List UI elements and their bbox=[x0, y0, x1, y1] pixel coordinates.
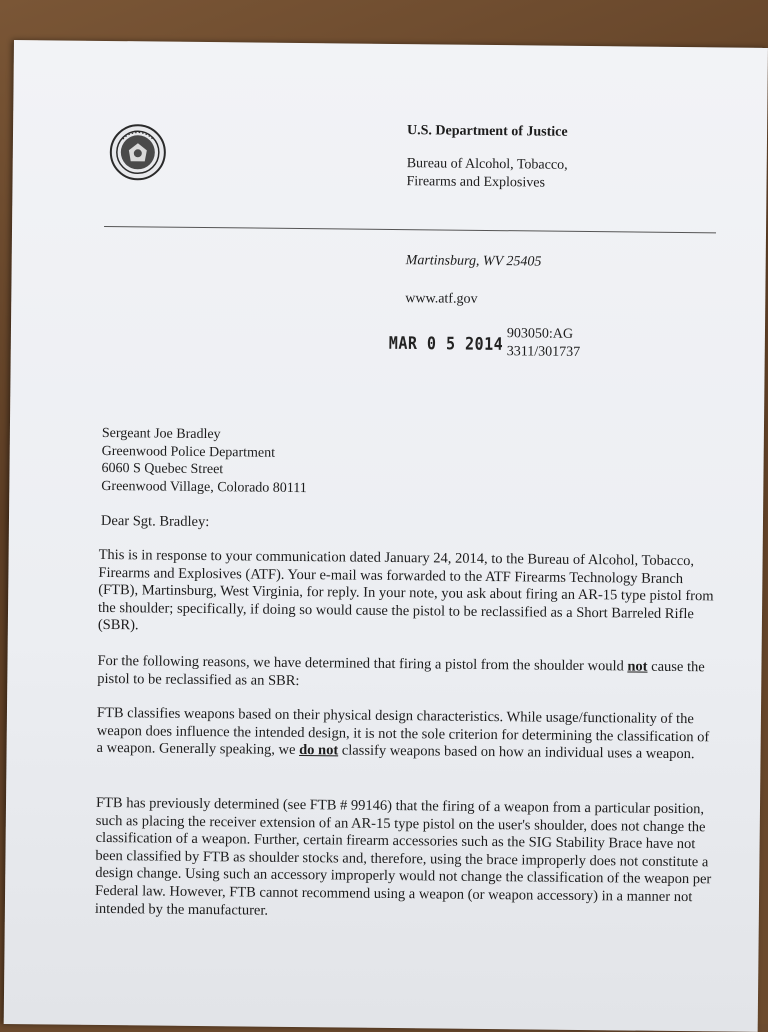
reference-line-1: 903050:AG bbox=[506, 326, 574, 342]
paragraph-3-text-b: classify weapons based on how an individual uses a weapon. bbox=[338, 742, 695, 763]
paragraph-4: FTB has previously determined (see FTB # 99146) that the firing of a weapon from a particular position, such as placing the receiver extension of an AR-15 type pistol on the user's shoulder, does not change the classification of a weapon. Further, certain firearm accessories such as the SIG Stability Brace have not been classified by FTB as shoulder stocks and, therefore, using the brace improperly does not constitute a design change. Using such an accessory improperly would not change the classification of the weapon per Federal law. However, FTB cannot recommend using a weapon (or weapon accessory) in a manner not intended by the manufacturer. bbox=[94, 794, 712, 919]
paragraph-2-text-a: For the following reasons, we have determined that firing a pistol from the shoulder would bbox=[97, 652, 628, 675]
bureau-line-1: Bureau of Alcohol, Tobacco, bbox=[406, 156, 568, 173]
reference-line-2: 3311/301737 bbox=[506, 344, 581, 360]
salutation: Dear Sgt. Bradley: bbox=[100, 512, 210, 531]
paragraph-3-text-a: FTB classifies weapons based on their physical design characteristics. While usage/functionality of the weapon does influence the intended design, it is not the sole criterion for determining the classification of a weapon. Generally speaking, we bbox=[96, 704, 710, 759]
reference-numbers bbox=[507, 325, 581, 362]
bureau-line-2: Firearms and Explosives bbox=[406, 174, 546, 191]
paragraph-2-text-b: cause the pistol to be reclassified as an SBR: bbox=[97, 658, 705, 689]
bureau-name bbox=[406, 155, 567, 193]
paragraph-1: This is in response to your communication dated January 24, 2014, to the Bureau of Alcohol, Tobacco, Firearms and Explosives (ATF). Your e-mail was forwarded to the ATF Firearms Technology Branch (FTB), Martinsburg, West Virginia, for reply. In your note, you ask about firing an AR-15 type pistol from the shoulder; specifically, if doing so would cause the pistol to be reclassified as a Short Barreled Rifle (SBR). bbox=[97, 546, 714, 634]
date-stamp: MAR 0 5 2014 bbox=[388, 332, 504, 355]
atf-seal-icon bbox=[109, 123, 168, 182]
office-location: Martinsburg, WV 25405 bbox=[405, 253, 542, 270]
website: www.atf.gov bbox=[405, 291, 478, 307]
paragraph-2 bbox=[97, 653, 717, 695]
recipient-name: Sergeant Joe Bradley bbox=[101, 425, 221, 443]
header-divider bbox=[104, 226, 716, 233]
paragraph-3 bbox=[96, 705, 717, 764]
paragraph-2-emphasis: not bbox=[627, 658, 648, 675]
recipient-organization: Greenwood Police Department bbox=[101, 443, 276, 461]
recipient-city: Greenwood Village, Colorado 80111 bbox=[101, 478, 307, 496]
paragraph-3-emphasis: do not bbox=[299, 742, 339, 759]
department-name: U.S. Department of Justice bbox=[406, 123, 568, 140]
letter-page bbox=[4, 40, 768, 1032]
recipient-street: 6060 S Quebec Street bbox=[101, 460, 224, 478]
recipient-address bbox=[101, 425, 307, 497]
